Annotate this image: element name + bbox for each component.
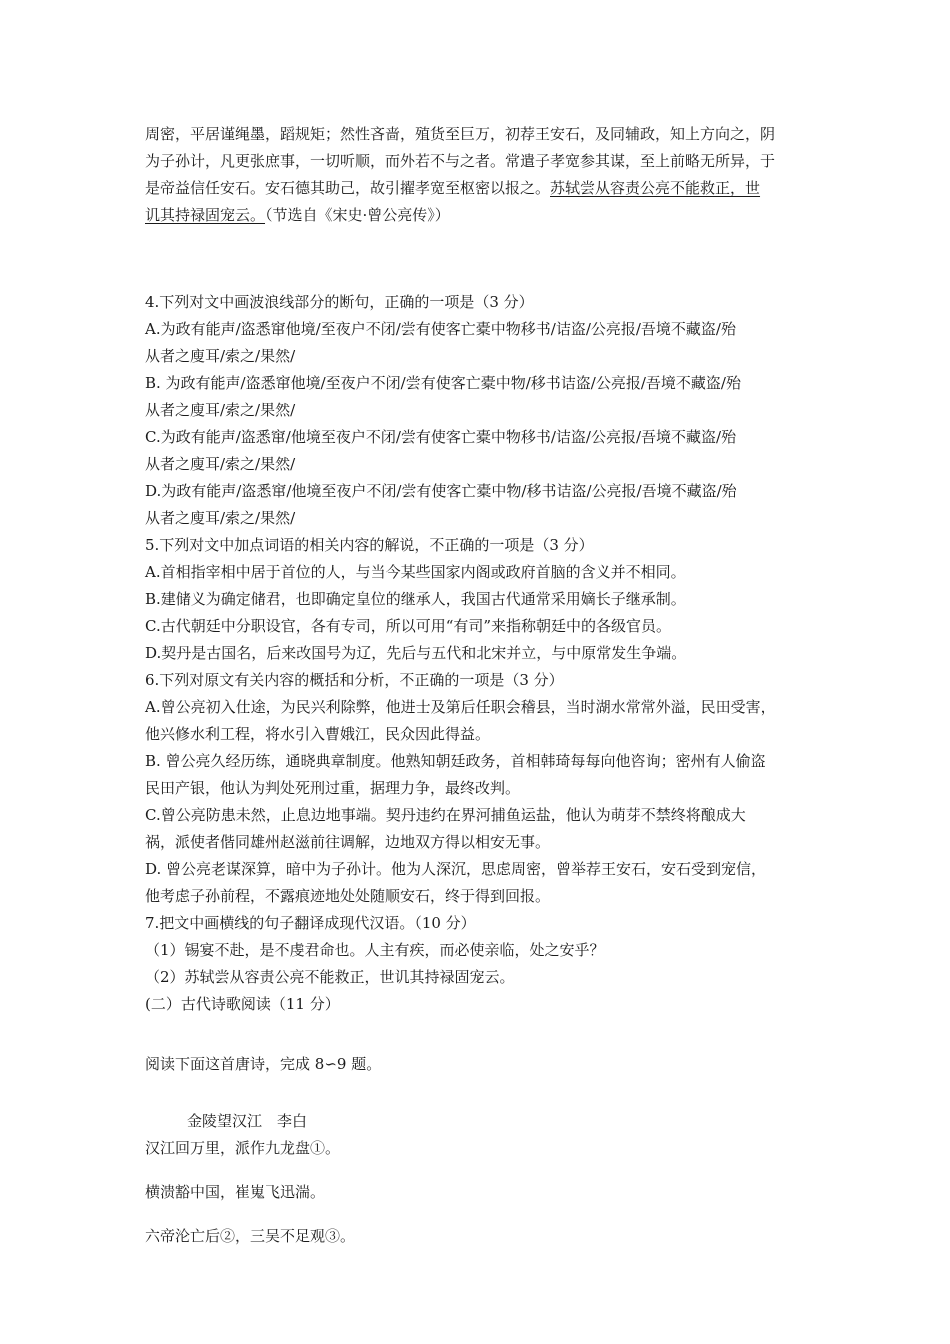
question-line: 从者之廋耳/索之/果然/ <box>145 455 296 473</box>
question-line: D.契丹是古国名，后来改国号为辽，先后与五代和北宋并立，与中原常发生争端。 <box>145 644 687 662</box>
poem-line: 汉江回万里，派作九龙盘①。 <box>145 1139 341 1157</box>
passage-line: 为子孙计，凡更张庶事，一切听顺，而外若不与之者。常遣子孝宽参其谋，至上前略无所异，于 <box>145 152 776 170</box>
question-line: A.首相指宰相中居于首位的人，与当今某些国家内阁或政府首脑的含义并不相同。 <box>145 563 686 581</box>
question-q4d <box>145 478 825 532</box>
question-sec2 <box>145 991 825 1018</box>
question-line: B. 曾公亮久经历练，通晓典章制度。他熟知朝廷政务，首相韩琦每每向他咨询；密州有人偷盗 <box>145 752 766 770</box>
poem-title: 金陵望汉江 李白 <box>187 1112 308 1130</box>
poetry-section <box>145 1051 825 1267</box>
passage-line <box>145 202 825 229</box>
question-line: 他兴修水利工程，将水引入曹娥江，民众因此得益。 <box>145 725 491 743</box>
question-q6b <box>145 748 825 802</box>
question-q6 <box>145 667 825 694</box>
question-line: 祸，派使者偕同雄州赵滋前往调解，边地双方得以相安无事。 <box>145 833 551 851</box>
question-q5 <box>145 532 825 559</box>
question-line: C.曾公亮防患未然，止息边地事端。契丹违约在界河捕鱼运盐，他认为萌芽不禁终将酿成大 <box>145 806 746 824</box>
question-line: 从者之廋耳/索之/果然/ <box>145 347 296 365</box>
question-q4a <box>145 316 825 370</box>
question-line: 4.下列对文中画波浪线部分的断句，正确的一项是（3 分） <box>145 293 534 311</box>
question-line: （2）苏轼尝从容责公亮不能救正，世讥其持禄固宠云。 <box>145 968 515 986</box>
question-line: 民田产银，他认为判处死刑过重，据理力争，最终改判。 <box>145 779 521 797</box>
question-line: (二）古代诗歌阅读（11 分） <box>145 995 340 1013</box>
question-line: C.为政有能声/盗悉窜/他境至夜户不闭/尝有使客亡橐中物移书/诘盗/公亮报/吾境不藏盗/殆 <box>145 428 737 446</box>
question-line: 5.下列对文中加点词语的相关内容的解说，不正确的一项是（3 分） <box>145 536 594 554</box>
passage-line-text: 是帝益信任安石。安石德其助己，故引擢孝宽至枢密以报之。 <box>145 179 551 197</box>
question-line: 他考虑子孙前程，不露痕迹地处处随顺安石，终于得到回报。 <box>145 887 551 905</box>
questions-section <box>145 289 825 1018</box>
poem-instruction: 阅读下面这首唐诗，完成 8∽9 题。 <box>145 1055 382 1073</box>
underlined-sentence: 苏轼尝从容责公亮不能救正，世 <box>550 179 761 197</box>
question-q5b <box>145 586 825 613</box>
source-citation: （节选自《宋史·曾公亮传》） <box>265 206 450 224</box>
question-q5c <box>145 613 825 640</box>
underlined-sentence: 讥其持禄固宠云。 <box>145 206 266 224</box>
question-q6a <box>145 694 825 748</box>
question-line: A.为政有能声/盗悉窜他境/至夜户不闭/尝有使客亡橐中物移书/诘盗/公亮报/吾境不藏盗/殆 <box>145 320 736 338</box>
question-line: D. 曾公亮老谋深算，暗中为子孙计。他为人深沉，思虑周密，曾举荐王安石，安石受到宠信， <box>145 860 767 878</box>
question-line: C.古代朝廷中分职设官，各有专司，所以可用“有司”来指称朝廷中的各级官员。 <box>145 617 672 635</box>
question-line: 6.下列对原文有关内容的概括和分析，不正确的一项是（3 分） <box>145 671 564 689</box>
question-line: 7.把文中画横线的句子翻译成现代汉语。（10 分） <box>145 914 476 932</box>
question-line: （1）锡宴不赴，是不虔君命也。人主有疾，而必使亲临，处之安乎？ <box>145 941 605 959</box>
passage-line <box>145 175 825 202</box>
question-line: 从者之廋耳/索之/果然/ <box>145 509 296 527</box>
question-q5a <box>145 559 825 586</box>
question-q7-2 <box>145 964 825 991</box>
question-q4b <box>145 370 825 424</box>
question-line: D.为政有能声/盗悉窜/他境至夜户不闭/尝有使客亡橐中物/移书诘盗/公亮报/吾境不藏盗/殆 <box>145 482 737 500</box>
poem-line: 六帝沦亡后②，三吴不足观③。 <box>145 1227 356 1245</box>
question-q7-1 <box>145 937 825 964</box>
question-line: B. 为政有能声/盗悉窜他境/至夜户不闭/尝有使客亡橐中物/移书诘盗/公亮报/吾境不藏盗/殆 <box>145 374 741 392</box>
question-q7 <box>145 910 825 937</box>
question-q4c <box>145 424 825 478</box>
passage-excerpt <box>145 121 825 229</box>
passage-line: 周密，平居谨绳墨，蹈规矩；然性吝啬，殖货至巨万，初荐王安石，及同辅政，知上方向之，阴 <box>145 125 776 143</box>
question-line: B.建储义为确定储君，也即确定皇位的继承人，我国古代通常采用嫡长子继承制。 <box>145 590 686 608</box>
question-line: 从者之廋耳/索之/果然/ <box>145 401 296 419</box>
question-q4 <box>145 289 825 316</box>
question-q6d <box>145 856 825 910</box>
question-q5d <box>145 640 825 667</box>
question-line: A.曾公亮初入仕途，为民兴利除弊，他进士及第后任职会稽县，当时湖水常常外溢，民田受害， <box>145 698 776 716</box>
poem-line: 横溃豁中国，崔嵬飞迅湍。 <box>145 1183 326 1201</box>
question-q6c <box>145 802 825 856</box>
